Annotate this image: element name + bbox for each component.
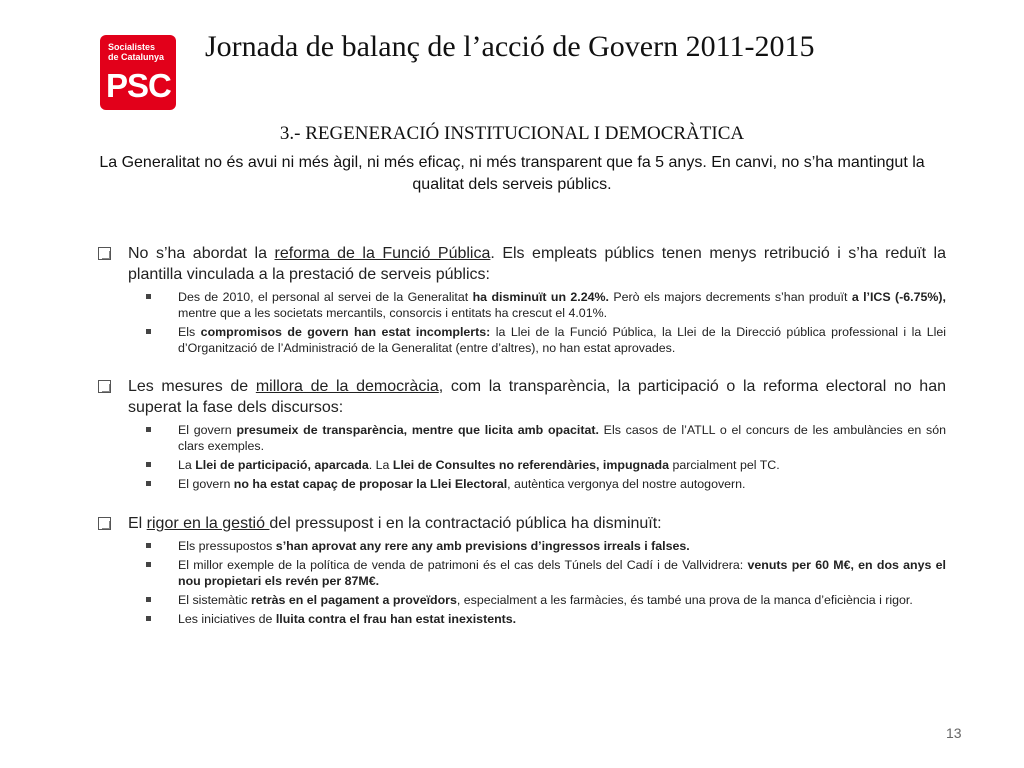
square-bullet-icon (146, 481, 151, 486)
sub-bullet: El sistemàtic retràs en el pagament a proveïdors, especialment a les farmàcies, és també una prova de la manca d’eficiència i rigor. (146, 592, 946, 608)
underlined-topic: reforma de la Funció Pública (274, 245, 491, 262)
square-bullet-icon (146, 616, 151, 621)
lead-text: La Generalitat no és avui ni més àgil, ni més eficaç, ni més transparent que fa 5 anys. En canvi, no s’ha mantingut la qualitat dels serveis públics. (99, 154, 925, 193)
sub-bullet: La Llei de participació, aparcada. La Llei de Consultes no referendàries, impugnada parcialment pel TC. (146, 457, 946, 473)
square-bullet-icon (146, 294, 151, 299)
section-heading: 3.- REGENERACIÓ INSTITUCIONAL I DEMOCRÀTICA (279, 123, 745, 144)
sub-bullet: El govern presumeix de transparència, mentre que licita amb opacitat. Els casos de l’ATLL o el concurs de les ambulàncies en són clars exemples. (146, 422, 946, 454)
bullet-list (98, 243, 946, 630)
sub-bullet: El govern no ha estat capaç de proposar la Llei Electoral, autèntica vergonya del nostre autogovern. (146, 476, 946, 492)
logo-mark: PSC (106, 67, 171, 104)
bullet-item: Les mesures de millora de la democràcia, com la transparència, la participació o la reforma electoral no han superat la fase dels discursos: (98, 376, 946, 418)
page-number: 13 (946, 725, 962, 741)
sub-bullet: El millor exemple de la política de venda de patrimoni és el cas dels Túnels del Cadí i de Vallvidrera: venuts per 60 M€, en dos anys el nou propietari els revén per 87M€. (146, 557, 946, 589)
square-bullet-icon (146, 543, 151, 548)
square-bullet-icon (146, 329, 151, 334)
checkbox-bullet-icon (98, 247, 111, 260)
sub-bullet: Les iniciatives de lluita contra el frau han estat inexistents. (146, 611, 946, 627)
psc-logo (100, 35, 176, 110)
checkbox-bullet-icon (98, 517, 111, 530)
bullet-item: No s’ha abordat la reforma de la Funció Pública. Els empleats públics tenen menys retribució i s’ha reduït la plantilla vinculada a la prestació de serveis públics: (98, 243, 946, 285)
bullet-item: El rigor en la gestió del pressupost i en la contractació pública ha disminuït: (98, 513, 946, 534)
square-bullet-icon (146, 462, 151, 467)
square-bullet-icon (146, 562, 151, 567)
underlined-topic: rigor en la gestió (146, 515, 270, 532)
logo-text: Socialistes de Catalunya (108, 42, 165, 62)
sub-bullet: Els compromisos de govern han estat incomplerts: la Llei de la Funció Pública, la Llei de la Direcció pública professional i la Llei d’Organització de l’Administració de la Generalitat (entre d’altres), no han estat aprovades. (146, 324, 946, 356)
square-bullet-icon (146, 427, 151, 432)
sub-bullet: Els pressupostos s’han aprovat any rere any amb previsions d’ingressos irreals i falses. (146, 538, 946, 554)
square-bullet-icon (146, 597, 151, 602)
slide-title: Jornada de balanç de l’acció de Govern 2011-2015 (205, 30, 815, 63)
checkbox-bullet-icon (98, 380, 111, 393)
underlined-topic: millora de la democràcia (255, 378, 439, 395)
sub-bullet: Des de 2010, el personal al servei de la Generalitat ha disminuït un 2.24%. Però els majors decrements s’han produït a l’ICS (-6.75%), mentre que a les societats mercantils, consorcis i entitats ha crescut el 4.01%. (146, 289, 946, 321)
